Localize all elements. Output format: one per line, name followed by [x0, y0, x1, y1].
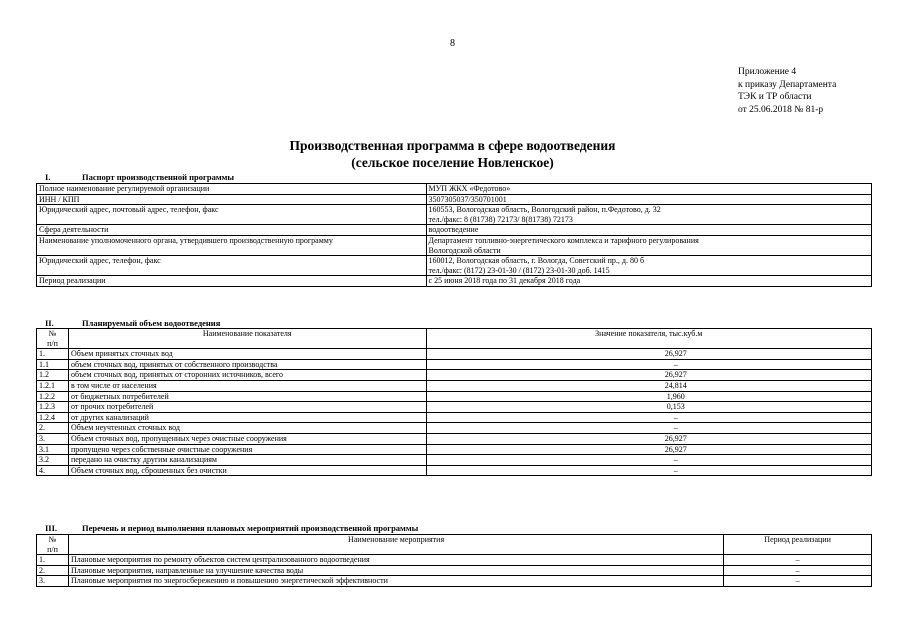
table-row — [37, 455, 872, 466]
indicator-value: 0,153 — [426, 402, 871, 413]
table-row — [37, 565, 872, 576]
passport-label: Юридический адрес, телефон, факс — [37, 256, 427, 276]
section-1-heading — [36, 172, 234, 182]
passport-label: Сфера деятельности — [37, 225, 427, 236]
indicator-name: объем сточных вод, принятых от сторонних источников, всего — [68, 370, 426, 381]
passport-row — [37, 256, 872, 276]
passport-label: Наименование уполномоченного органа, утвердившего производственную программу — [37, 235, 427, 255]
section-2-heading — [36, 318, 220, 328]
header-period: Период реализации — [724, 535, 872, 555]
row-number: 1.2.2 — [37, 391, 69, 402]
header-num: № п/п — [37, 535, 69, 555]
appendix-line-2: к приказу Департамента — [738, 79, 837, 90]
row-number: 1.2 — [37, 370, 69, 381]
passport-value-line: Департамент топливно-энергетического комплекса и тарифного регулирования — [428, 235, 699, 245]
indicator-value: – — [426, 465, 871, 476]
section-3-title: Перечень и период выполнения плановых мероприятий производственной программы — [82, 523, 419, 533]
table-row — [37, 576, 872, 587]
table-row — [37, 412, 872, 423]
section-3-heading — [36, 523, 418, 533]
row-number: 1.2.4 — [37, 412, 69, 423]
passport-value-line: МУП ЖКХ «Федотово» — [428, 184, 511, 193]
indicator-name: передано на очистку другим канализациям — [68, 455, 426, 466]
indicator-value: 26,927 — [426, 433, 871, 444]
passport-value-line: тел./факс: 8 (81738) 72173/ 8(81738) 72173 — [428, 214, 573, 224]
row-number: 2. — [37, 565, 69, 576]
indicator-name: пропущено через собственные очистные сооружения — [68, 444, 426, 455]
row-number: 3.2 — [37, 455, 69, 466]
section-1-number: I. — [45, 172, 51, 182]
passport-value — [426, 256, 871, 276]
table-row — [37, 380, 872, 391]
passport-row — [37, 194, 872, 205]
row-number: 3. — [37, 576, 69, 587]
row-number: 3.1 — [37, 444, 69, 455]
appendix-line-1: Приложение 4 — [738, 67, 797, 77]
indicator-value: – — [426, 359, 871, 370]
table-row — [37, 433, 872, 444]
indicator-name: Объем неучтенных сточных вод — [68, 423, 426, 434]
passport-label: ИНН / КПП — [37, 194, 427, 205]
table-row — [37, 391, 872, 402]
measures-table-header — [37, 535, 872, 555]
appendix-line-4: от 25.06.2018 № 81-р — [738, 104, 824, 115]
table-row — [37, 444, 872, 455]
passport-row — [37, 184, 872, 195]
indicator-value: 1,960 — [426, 391, 871, 402]
passport-value — [426, 225, 871, 236]
indicator-value: – — [426, 455, 871, 466]
row-number: 4. — [37, 465, 69, 476]
row-number: 1.2.3 — [37, 402, 69, 413]
indicator-value: 24,814 — [426, 380, 871, 391]
volume-table-header — [37, 329, 872, 349]
passport-value — [426, 184, 871, 195]
passport-value-line: 160553, Вологодская область, Вологодский район, п.Федотово, д. 32 — [428, 205, 661, 215]
header-num: № п/п — [37, 329, 69, 349]
table-row — [37, 423, 872, 434]
passport-row — [37, 235, 872, 255]
measure-name: Плановые мероприятия по ремонту объектов систем централизованного водоотведения — [68, 555, 723, 566]
measure-name: Плановые мероприятия, направленные на улучшение качества воды — [68, 565, 723, 576]
indicator-value: – — [426, 412, 871, 423]
indicator-name: объем сточных вод, принятых от собственного производства — [68, 359, 426, 370]
table-row — [37, 359, 872, 370]
passport-row — [37, 205, 872, 225]
indicator-name: Объем сточных вод, сброшенных без очистки — [68, 465, 426, 476]
section-1-title: Паспорт производственной программы — [82, 172, 235, 182]
row-number: 1. — [37, 555, 69, 566]
passport-label: Полное наименование регулируемой организации — [37, 184, 427, 195]
passport-value-line: 3507305037/350701001 — [428, 194, 507, 204]
table-row — [37, 555, 872, 566]
header-measure-name: Наименование мероприятия — [68, 535, 723, 555]
measure-period: – — [724, 576, 872, 587]
indicator-value: 26,927 — [426, 370, 871, 381]
measures-table — [36, 534, 872, 587]
table-row — [37, 349, 872, 360]
row-number: 1. — [37, 349, 69, 360]
indicator-name: Объем сточных вод, пропущенных через очистные сооружения — [68, 433, 426, 444]
passport-table — [36, 183, 872, 287]
appendix-note — [738, 66, 836, 116]
measure-name: Плановые мероприятия по энергосбережению и повышению энергетической эффективности — [68, 576, 723, 587]
row-number: 3. — [37, 433, 69, 444]
indicator-name: Объем принятых сточных вод — [68, 349, 426, 360]
volume-table — [36, 328, 872, 476]
passport-value — [426, 235, 871, 255]
document-subtitle: (сельское поселение Новленское) — [351, 155, 554, 170]
section-2-number: II. — [45, 318, 54, 328]
passport-row — [37, 225, 872, 236]
document-title: Производственная программа в сфере водоотведения — [289, 138, 616, 153]
table-row — [37, 370, 872, 381]
passport-value-line: с 25 июня 2018 года по 31 декабря 2018 года — [428, 276, 581, 286]
passport-value-line: 160012, Вологодская область, г. Вологда, Советский пр., д. 80 б — [428, 256, 645, 266]
passport-value — [426, 276, 871, 287]
header-indicator-name: Наименование показателя — [68, 329, 426, 349]
row-number: 1.2.1 — [37, 380, 69, 391]
indicator-name: от бюджетных потребителей — [68, 391, 426, 402]
passport-label: Период реализации — [37, 276, 427, 287]
indicator-value: – — [426, 423, 871, 434]
indicator-value: 26,927 — [426, 349, 871, 360]
measure-period: – — [724, 565, 872, 576]
passport-value — [426, 194, 871, 205]
measure-period: – — [724, 555, 872, 566]
passport-value — [426, 205, 871, 225]
table-row — [37, 402, 872, 413]
indicator-name: от других канализаций — [68, 412, 426, 423]
indicator-name: от прочих потребителей — [68, 402, 426, 413]
indicator-value: 26,927 — [426, 444, 871, 455]
passport-label: Юридический адрес, почтовый адрес, телефон, факс — [37, 205, 427, 225]
passport-value-line: тел./факс: (8172) 23-01-30 / (8172) 23-01-30 доб. 1415 — [428, 265, 610, 275]
page-number: 8 — [450, 38, 455, 49]
passport-row — [37, 276, 872, 287]
section-2-title: Планируемый объем водоотведения — [82, 318, 221, 328]
appendix-line-3: ТЭК и ТР области — [738, 92, 812, 102]
passport-value-line: Вологодской области — [428, 245, 501, 255]
table-row — [37, 465, 872, 476]
indicator-name: в том числе от населения — [68, 380, 426, 391]
passport-value-line: водоотведение — [428, 225, 479, 235]
row-number: 1.1 — [37, 359, 69, 370]
row-number: 2. — [37, 423, 69, 434]
header-indicator-value: Значение показателя, тыс.куб.м — [426, 329, 871, 349]
section-3-number: III. — [45, 523, 58, 533]
